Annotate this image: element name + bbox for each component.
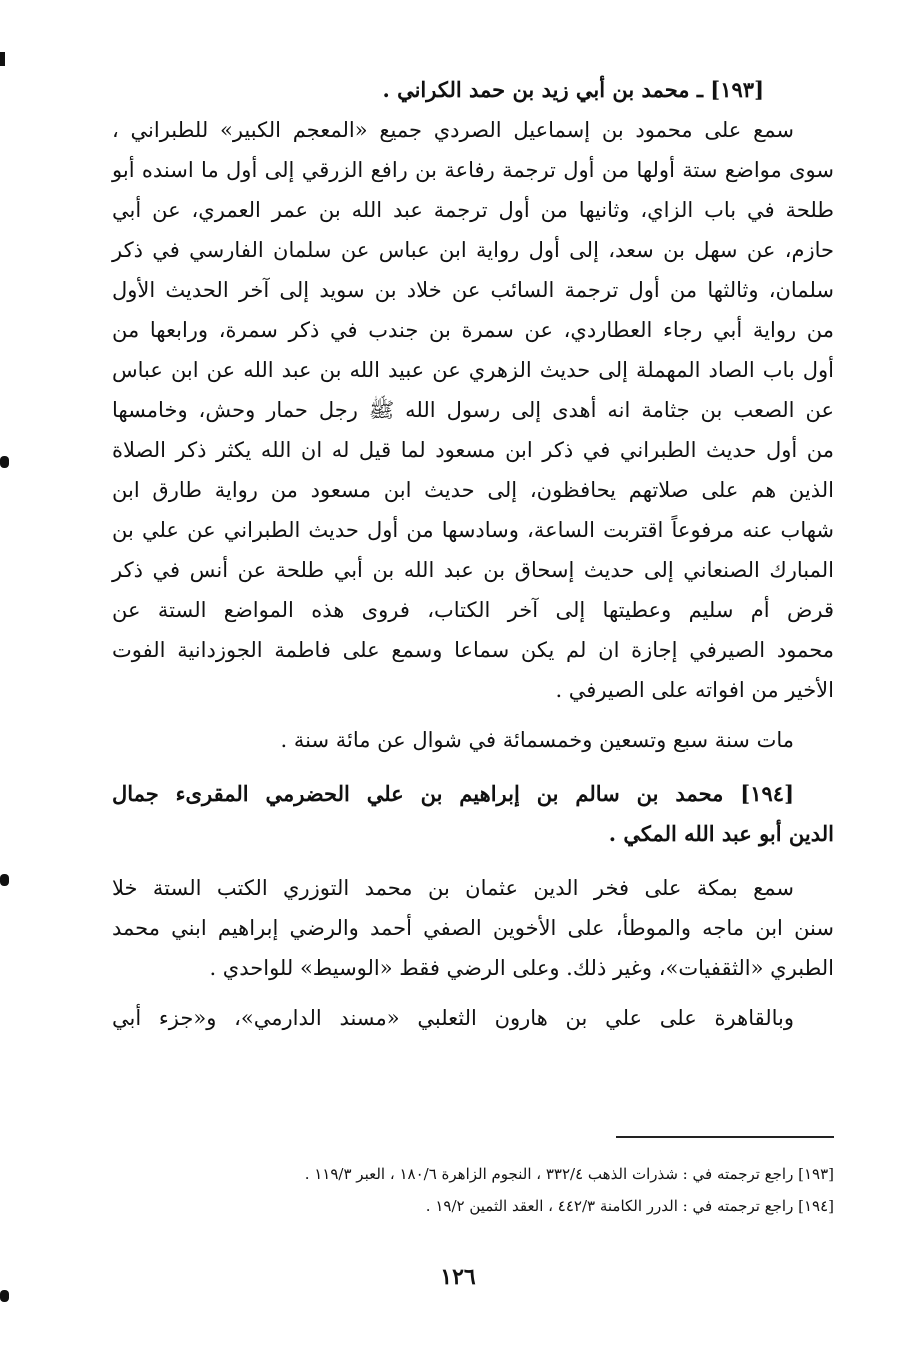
- entry-194-heading: [١٩٤] محمد بن سالم بن إبراهيم بن علي الحضرمي المقرىء جمال: [112, 781, 794, 806]
- text-line: سنن ابن ماجه والموطأ، على الأخوين الصفي أحمد والرضي إبراهيم ابني محمد: [112, 916, 834, 940]
- text-line: شهاب عنه مرفوعاً اقتربت الساعة، وسادسها من أول حديث الطبراني عن علي بن: [112, 518, 834, 542]
- text-line: الذين هم على صلاتهم يحافظون، إلى حديث ابن مسعود من رواية طارق ابن: [112, 478, 834, 502]
- page-number: ١٢٦: [440, 1264, 476, 1290]
- text-line: من رواية أبي رجاء العطاردي، عن سمرة بن جندب في ذكر سمرة، ورابعها من: [112, 318, 834, 342]
- text-line: سلمان، وثالثها من أول ترجمة السائب عن خلاد بن سويد إلى آخر الحديث الأول: [112, 278, 834, 302]
- text-line: من أول حديث الطبراني في ذكر ابن مسعود لما قيل له ان الله يكثر ذكر الصلاة: [112, 438, 834, 462]
- text-line: سمع على محمود بن إسماعيل الصردي جميع «المعجم الكبير» للطبراني ،: [112, 118, 794, 142]
- page-edge-mark: [0, 1290, 9, 1302]
- text-line: سمع بمكة على فخر الدين عثمان بن محمد التوزري الكتب الستة خلا: [112, 876, 794, 900]
- text-line: الأخير من افواته على الصيرفي .: [555, 678, 834, 702]
- text-line: محمود الصيرفي إجازة ان لم يكن سماعا وسمع على فاطمة الجوزدانية الفوت: [112, 638, 834, 662]
- text-line: سوى مواضع ستة أولها من أول ترجمة رفاعة بن رافع الزرقي إلى أول ما اسنده أبو: [112, 158, 835, 182]
- page-edge-mark: [0, 456, 9, 468]
- text-line: قرض أم سليم وعطيتها إلى آخر الكتاب، فروى هذه المواضع الستة عن: [112, 598, 834, 622]
- entry-194-heading: الدين أبو عبد الله المكي .: [608, 821, 834, 846]
- text-line: عن الصعب بن جثامة انه أهدى إلى رسول الله ﷺ رجل حمار وحش، وخامسها: [112, 398, 834, 422]
- footnote-193: [١٩٣] راجع ترجمته في : شذرات الذهب ٣٣٢/٤ ، النجوم الزاهرة ١٨٠/٦ ، العبر ١١٩/٣ .: [304, 1165, 834, 1183]
- text-line: مات سنة سبع وتسعين وخمسمائة في شوال عن مائة سنة .: [280, 728, 794, 752]
- page-edge-mark: [0, 52, 5, 66]
- text-line: الطبري «الثقفيات»، وغير ذلك. وعلى الرضي فقط «الوسيط» للواحدي .: [209, 956, 834, 980]
- page-edge-mark: [0, 874, 9, 886]
- text-line: وبالقاهرة على علي بن هارون الثعلبي «مسند الدارمي»، و«جزء أبي: [112, 1006, 794, 1030]
- text-line: حازم، عن سهل بن سعد، إلى أول رواية ابن عباس عن سلمان الفارسي في ذكر: [112, 238, 834, 262]
- entry-193-heading: [١٩٣] ـ محمد بن أبي زيد بن حمد الكراني .: [382, 77, 764, 102]
- text-line: المبارك الصنعاني إلى حديث إسحاق بن عبد الله بن أبي طلحة عن أنس في ذكر: [112, 558, 834, 582]
- text-line: أول باب الصاد المهملة إلى حديث الزهري عن عبيد الله بن عبد الله عن ابن عباس: [112, 358, 834, 382]
- footnote-194: [١٩٤] راجع ترجمته في : الدرر الكامنة ٤٤٢/٣ ، العقد الثمين ١٩/٢ .: [425, 1197, 834, 1215]
- footnote-rule: [616, 1136, 834, 1138]
- text-line: طلحة في باب الزاي، وثانيها من أول ترجمة عبد الله بن عمر العمري، عن أبي: [112, 198, 834, 222]
